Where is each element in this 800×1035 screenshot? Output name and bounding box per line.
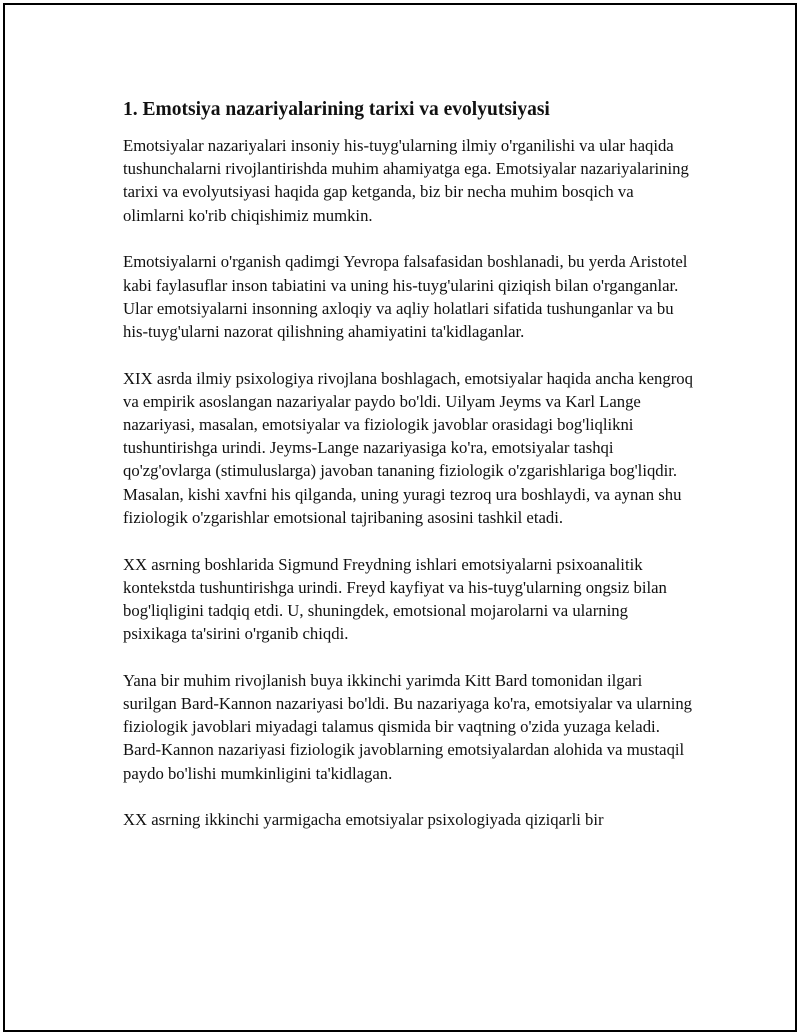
paragraph-twentieth-century: XX asrning ikkinchi yarmigacha emotsiyalar psixologiyada qiziqarli bir	[123, 810, 604, 830]
document-body	[123, 97, 693, 855]
paragraph-james-lange: XIX asrda ilmiy psixologiya rivojlana boshlagach, emotsiyalar haqida ancha kengroq va empirik asoslangan nazariyalar paydo bo'ldi. Uilyam Jeyms va Karl Lange nazariyasi, masalan, emotsiyalar va fiziologik javoblar orasidagi bog'liqlikni tushuntirishga urindi. Jeyms-Lange nazariyasiga ko'ra, emotsiyalar tashqi qo'zg'ovlarga (stimuluslarga) javoban tananing fiziologik o'zgarishlariga bog'liqdir. Masalan, kishi xavfni his qilganda, uning yuragi tezroq ura boshlaydi, va aynan shu fiziologik o'zgarishlar emotsional tajribaning asosini tashkil etadi.	[123, 368, 693, 527]
paragraph-ancient-philosophy: Emotsiyalarni o'rganish qadimgi Yevropa falsafasidan boshlanadi, bu yerda Aristotel kabi faylasuflar inson tabiatini va uning his-tuyg'ularini qiziqish bilan o'rganganlar. Ular emotsiyalarni insonning axloqiy va aqliy holatlari sifatida tushunganlar va bu his-tuyg'ularni nazorat qilishning ahamiyatini ta'kidlaganlar.	[123, 252, 688, 341]
paragraph-intro: Emotsiyalar nazariyalari insoniy his-tuyg'ularning ilmiy o'rganilishi va ular haqida tushunchalarni rivojlantirishda muhim ahamiyatga ega. Emotsiyalar nazariyalarining tarixi va evolyutsiyasi haqida gap ketganda, biz bir necha muhim bosqich va olimlarni ko'rib chiqishimiz mumkin.	[123, 136, 689, 225]
document-page	[3, 3, 797, 1032]
paragraph-bard-cannon: Yana bir muhim rivojlanish buya ikkinchi yarimda Kitt Bard tomonidan ilgari surilgan Bard-Kannon nazariyasi bo'ldi. Bu nazariyaga ko'ra, emotsiyalar va ularning fiziologik javoblari miyadagi talamus qismida bir vaqtning o'zida yuzaga keladi. Bard-Kannon nazariyasi fiziologik javoblarning emotsiyalardan alohida va mustaqil paydo bo'lishi mumkinligini ta'kidlagan.	[123, 670, 693, 783]
paragraph-freud: XX asrning boshlarida Sigmund Freydning ishlari emotsiyalarni psixoanalitik kontekstda tushuntirishga urindi. Freyd kayfiyat va his-tuyg'ularning ongsiz bilan bog'liqligini tadqiq etdi. U, shuningdek, emotsional mojarolarni va ularning psixikaga ta'sirini o'rganib chiqdi.	[123, 554, 667, 644]
section-heading: 1. Emotsiya nazariyalarining tarixi va evolyutsiyasi	[123, 99, 550, 120]
